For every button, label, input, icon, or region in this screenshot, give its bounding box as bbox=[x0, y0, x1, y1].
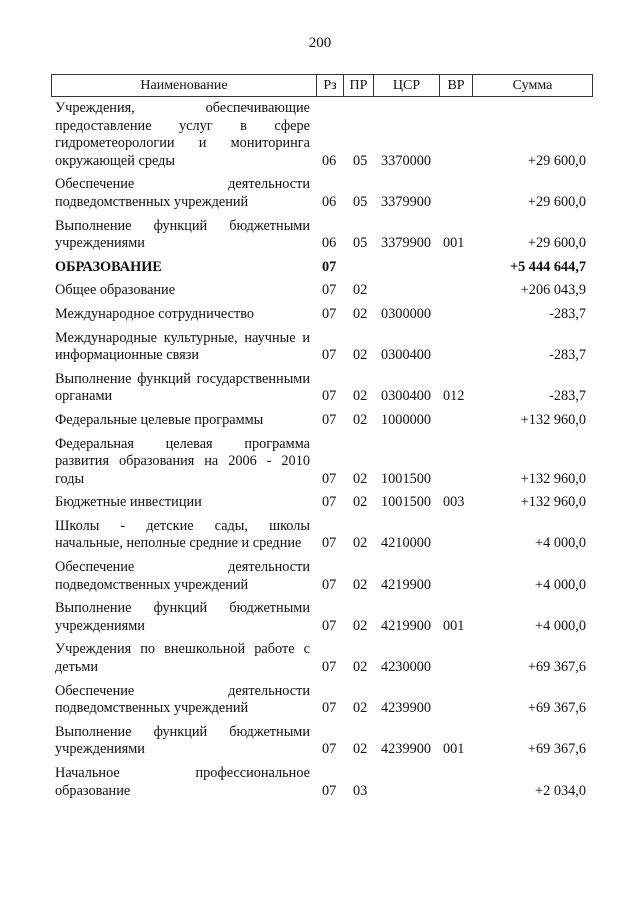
row-sum: +206 043,9 bbox=[520, 282, 586, 299]
row-rz: 07 bbox=[322, 617, 337, 634]
row-name: Выполнение функций государственными органами bbox=[55, 370, 310, 405]
header-rz: Рз bbox=[317, 75, 344, 96]
row-name: Обеспечение деятельности подведомственных учреждений bbox=[55, 176, 310, 210]
row-pr: 02 bbox=[353, 659, 368, 676]
table-row bbox=[0, 559, 640, 594]
row-csr: 0300400 bbox=[381, 347, 432, 364]
row-sum: +69 367,6 bbox=[527, 700, 586, 717]
row-pr: 05 bbox=[353, 235, 368, 252]
row-pr: 05 bbox=[353, 152, 368, 169]
row-rz: 07 bbox=[322, 282, 337, 299]
table-row bbox=[0, 371, 640, 406]
row-csr: 3379900 bbox=[381, 235, 432, 252]
header-pr: ПР bbox=[344, 75, 374, 96]
header-csr: ЦСР bbox=[374, 75, 440, 96]
row-sum: +4 000,0 bbox=[535, 576, 586, 593]
table-row bbox=[0, 218, 640, 253]
row-csr: 4210000 bbox=[381, 535, 432, 552]
row-rz: 06 bbox=[322, 193, 337, 210]
row-pr: 02 bbox=[353, 617, 368, 634]
row-csr: 4219900 bbox=[381, 576, 432, 593]
row-pr: 02 bbox=[353, 741, 368, 758]
header-sum: Сумма bbox=[512, 77, 553, 93]
row-name: Учреждения, обеспечивающие предоставление услуг в сфере гидрометеорологии и мониторинга окружающей среды bbox=[55, 100, 310, 169]
row-name: Бюджетные инвестиции bbox=[55, 494, 202, 511]
row-sum: +4 000,0 bbox=[535, 535, 586, 552]
row-name: Школы - детские сады, школы начальные, неполные средние и средние bbox=[55, 517, 310, 552]
row-pr: 02 bbox=[353, 282, 368, 299]
row-name: Общее образование bbox=[55, 282, 176, 299]
table-row bbox=[0, 176, 640, 211]
row-name: Федеральная целевая программа развития образования на 2006 - 2010 годы bbox=[55, 435, 310, 487]
row-sum: -283,7 bbox=[549, 305, 586, 322]
row-csr: 3370000 bbox=[381, 152, 432, 169]
table-row bbox=[0, 683, 640, 718]
row-pr: 02 bbox=[353, 388, 368, 405]
row-rz: 07 bbox=[322, 347, 337, 364]
row-name: Учреждения по внешкольной работе с детьми bbox=[55, 641, 310, 676]
row-csr: 4219900 bbox=[381, 617, 432, 634]
row-sum: +132 960,0 bbox=[520, 411, 586, 428]
table-row bbox=[0, 436, 640, 489]
row-csr: 1000000 bbox=[381, 411, 432, 428]
row-pr: 05 bbox=[353, 193, 368, 210]
table-row bbox=[0, 100, 640, 170]
table-row bbox=[0, 412, 640, 430]
row-rz: 07 bbox=[322, 258, 337, 275]
header-name: Наименование bbox=[52, 75, 317, 96]
row-rz: 07 bbox=[322, 388, 337, 405]
row-pr: 03 bbox=[353, 782, 368, 799]
row-pr: 02 bbox=[353, 700, 368, 717]
budget-table-body bbox=[0, 100, 640, 806]
row-csr: 1001500 bbox=[381, 494, 432, 511]
header-vr: ВР bbox=[440, 75, 473, 96]
table-row bbox=[0, 518, 640, 553]
table-row bbox=[0, 724, 640, 759]
row-pr: 02 bbox=[353, 305, 368, 322]
table-row bbox=[0, 282, 640, 300]
row-name: Обеспечение деятельности подведомственных учреждений bbox=[55, 682, 310, 717]
row-sum: +69 367,6 bbox=[527, 741, 586, 758]
row-sum: +132 960,0 bbox=[520, 470, 586, 487]
row-vr: 001 bbox=[443, 617, 465, 634]
row-csr: 1001500 bbox=[381, 470, 432, 487]
table-row bbox=[0, 641, 640, 676]
table-row bbox=[0, 330, 640, 365]
row-sum: +132 960,0 bbox=[520, 494, 586, 511]
row-csr: 4239900 bbox=[381, 741, 432, 758]
row-sum: +2 034,0 bbox=[535, 782, 586, 799]
row-rz: 07 bbox=[322, 305, 337, 322]
page-number: 200 bbox=[308, 35, 332, 51]
row-sum: +29 600,0 bbox=[527, 152, 586, 169]
row-name: Международные культурные, научные и информационные связи bbox=[55, 329, 310, 364]
row-sum: +5 444 644,7 bbox=[509, 258, 586, 275]
row-rz: 07 bbox=[322, 782, 337, 799]
row-pr: 02 bbox=[353, 470, 368, 487]
row-csr: 0300400 bbox=[381, 388, 432, 405]
row-rz: 07 bbox=[322, 411, 337, 428]
row-rz: 07 bbox=[322, 576, 337, 593]
row-vr: 003 bbox=[443, 494, 465, 511]
row-name: Федеральные целевые программы bbox=[55, 411, 264, 428]
row-name: Выполнение функций бюджетными учреждениями bbox=[55, 217, 310, 252]
row-vr: 001 bbox=[443, 741, 465, 758]
row-name: Начальное профессиональное образование bbox=[55, 765, 310, 799]
row-vr: 012 bbox=[443, 388, 465, 405]
row-csr: 4239900 bbox=[381, 700, 432, 717]
table-row bbox=[0, 494, 640, 512]
row-rz: 07 bbox=[322, 535, 337, 552]
row-sum: +4 000,0 bbox=[535, 617, 586, 634]
row-csr: 0300000 bbox=[381, 305, 432, 322]
row-sum: +29 600,0 bbox=[527, 193, 586, 210]
table-header bbox=[51, 74, 593, 97]
row-pr: 02 bbox=[353, 494, 368, 511]
row-rz: 07 bbox=[322, 470, 337, 487]
row-name: Выполнение функций бюджетными учреждениями bbox=[55, 723, 310, 758]
row-sum: +29 600,0 bbox=[527, 235, 586, 252]
row-sum: -283,7 bbox=[549, 388, 586, 405]
row-pr: 02 bbox=[353, 347, 368, 364]
row-rz: 06 bbox=[322, 152, 337, 169]
row-pr: 02 bbox=[353, 411, 368, 428]
row-pr: 02 bbox=[353, 576, 368, 593]
row-rz: 07 bbox=[322, 700, 337, 717]
row-sum: +69 367,6 bbox=[527, 659, 586, 676]
row-rz: 06 bbox=[322, 235, 337, 252]
row-csr: 3379900 bbox=[381, 193, 432, 210]
row-rz: 07 bbox=[322, 741, 337, 758]
table-row bbox=[0, 306, 640, 324]
table-row bbox=[0, 765, 640, 800]
row-name: Выполнение функций бюджетными учреждениями bbox=[55, 600, 310, 634]
table-row bbox=[0, 259, 640, 277]
row-name: ОБРАЗОВАНИЕ bbox=[55, 258, 162, 275]
row-sum: -283,7 bbox=[549, 347, 586, 364]
table-row bbox=[0, 600, 640, 635]
row-name: Международное сотрудничество bbox=[55, 305, 255, 322]
row-csr: 4230000 bbox=[381, 659, 432, 676]
row-rz: 07 bbox=[322, 659, 337, 676]
row-rz: 07 bbox=[322, 494, 337, 511]
row-pr: 02 bbox=[353, 535, 368, 552]
row-name: Обеспечение деятельности подведомственных учреждений bbox=[55, 559, 310, 593]
row-vr: 001 bbox=[443, 235, 465, 252]
